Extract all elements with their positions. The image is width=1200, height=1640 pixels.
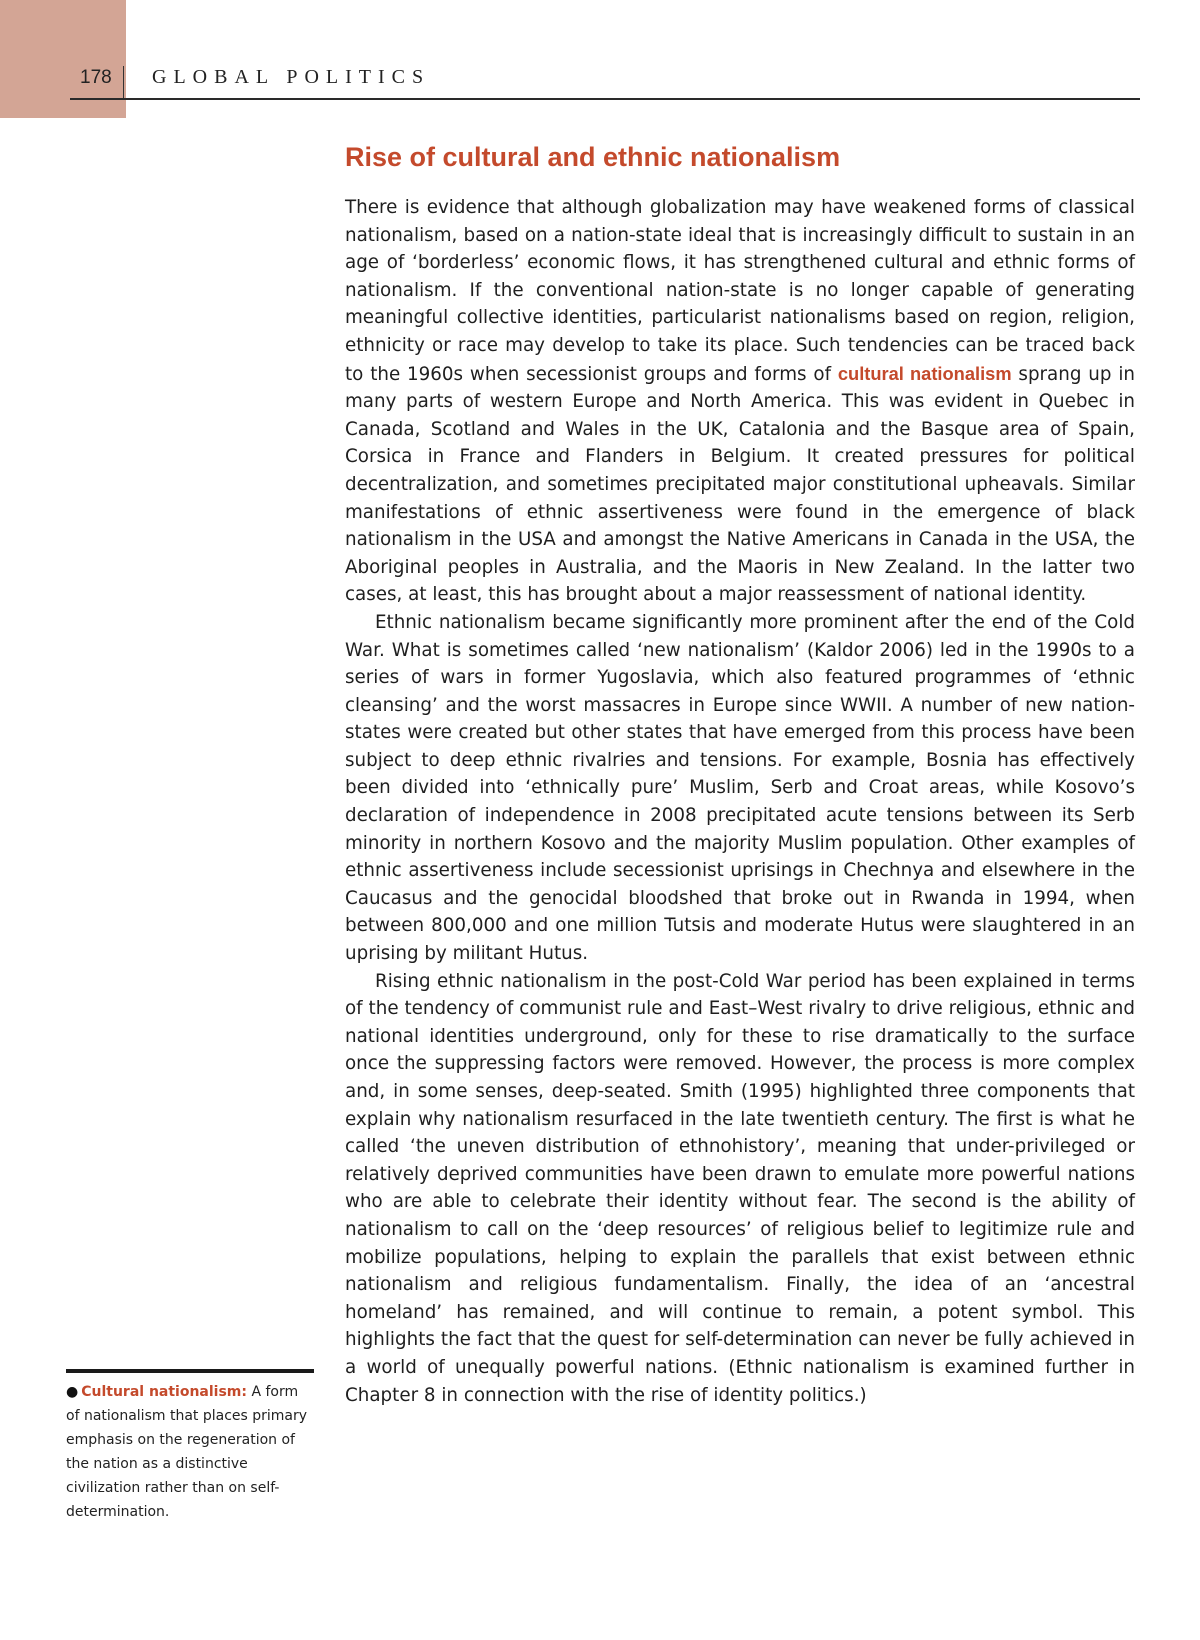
- main-text-column: [345, 194, 1135, 1409]
- margin-note-term: Cultural nationalism:: [81, 1384, 247, 1400]
- page-number: 178: [80, 67, 112, 88]
- paragraph-2: Ethnic nationalism became significantly more prominent after the end of the Cold War. What is sometimes called ‘new nationalism’ (Kaldor 2006) led in the 1990s to a series of wars in former Yugoslavia, which also featured programmes of ‘ethnic cleansing’ and the worst massacres in Europe since WWII. A number of new nation-states were created but other states that have emerged from this process have been subject to deep ethnic rivalries and tensions. For example, Bosnia has effectively been divided into ‘ethnically pure’ Muslim, Serb and Croat areas, while Kosovo’s declaration of independence in 2008 precipitated acute tensions between its Serb minority in northern Kosovo and the majority Muslim population. Other examples of ethnic assertiveness include secessionist uprisings in Chechnya and elsewhere in the Caucasus and the genocidal bloodshed that broke out in Rwanda in 1994, when between 800,000 and one million Tutsis and moderate Hutus were slaughtered in an uprising by militant Hutus.: [345, 611, 1135, 965]
- bullet-icon: ●: [66, 1384, 79, 1400]
- key-term-cultural-nationalism: cultural nationalism: [837, 362, 1012, 384]
- margin-note-definition: [66, 1380, 316, 1524]
- paragraph-1-text-b: sprang up in many parts of western Europe and North America. This was evident in Quebec in Canada, Scotland and Wales in the UK, Catalonia and the Basque area of Spain, Corsica in France and Flanders in Belgium. It created pressures for political decentralization, and sometimes precipitated major constitutional upheavals. Similar manifestations of ethnic assertiveness were found in the emergence of black nationalism in the USA and amongst the Native Americans in Canada in the USA, the Aboriginal peoples in Australia, and the Maoris in New Zealand. In the latter two cases, at least, this has brought about a major reassessment of national identity.: [345, 363, 1135, 606]
- margin-note-rule: [66, 1369, 314, 1373]
- margin-note-text: A form of nationalism that places primary emphasis on the regeneration of the nation as a distinctive civilization rather than on self-determination.: [66, 1384, 308, 1520]
- paragraph-3: Rising ethnic nationalism in the post-Cold War period has been explained in terms of the tendency of communist rule and East–West rivalry to drive religious, ethnic and national identities underground, only for these to rise dramatically to the surface once the suppressing factors were removed. However, the process is more complex and, in some senses, deep-seated. Smith (1995) highlighted three components that explain why nationalism resurfaced in the late twentieth century. The first is what he called ‘the uneven distribution of ethnohistory’, meaning that under-privileged or relatively deprived communities have been drawn to emulate more powerful nations who are able to celebrate their identity without fear. The second is the ability of nationalism to call on the ‘deep resources’ of religious belief to legitimize rule and mobilize populations, helping to explain the parallels that exist between ethnic nationalism and religious fundamentalism. Finally, the idea of an ‘ancestral homeland’ has remained, and will continue to remain, a potent symbol. This highlights the fact that the quest for self-determination can never be fully achieved in a world of unequally powerful nations. (Ethnic nationalism is examined further in Chapter 8 in connection with the rise of identity politics.): [345, 970, 1135, 1406]
- header-separator: [123, 66, 124, 98]
- running-head: GLOBAL POLITICS: [152, 66, 431, 88]
- corner-color-tab: [0, 0, 126, 118]
- section-title: Rise of cultural and ethnic nationalism: [345, 142, 841, 172]
- paragraph-1: [345, 194, 1135, 609]
- paragraph-1-text-a: There is evidence that although globalization may have weakened forms of classical nationalism, based on a nation-state ideal that is increasingly difficult to sustain in an age of ‘borderless’ economic flows, it has strengthened cultural and ethnic forms of nationalism. If the conventional nation-state is no longer capable of generating meaningful collective identities, particularist nationalisms based on region, religion, ethnicity or race may develop to take its place. Such tendencies can be traced back to the 1960s when secessionist groups and forms of: [345, 197, 1135, 385]
- header-rule: [70, 98, 1140, 100]
